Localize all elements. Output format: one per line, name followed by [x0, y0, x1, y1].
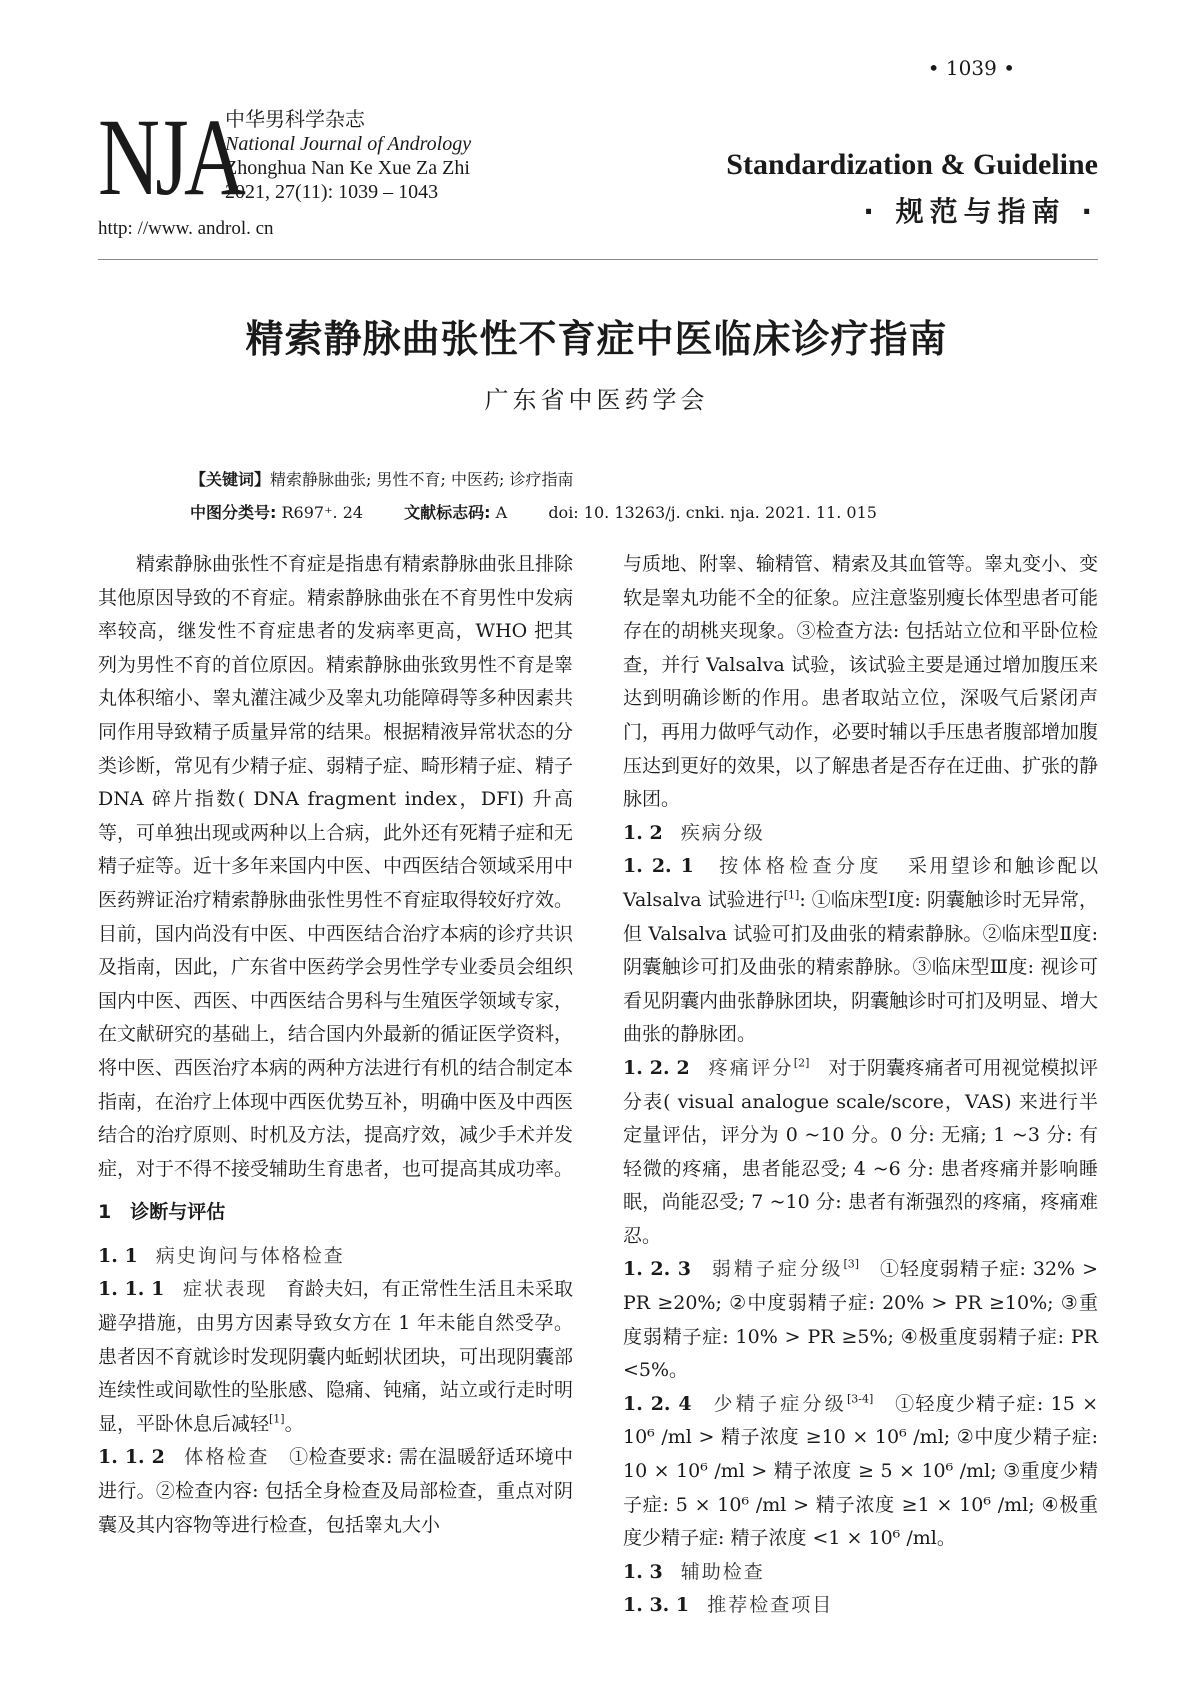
section-text-end: 。 [284, 1412, 304, 1435]
section-1-2-2 [623, 1052, 1098, 1254]
section-type [726, 148, 1098, 230]
citation-ref[interactable]: [1] [783, 888, 800, 902]
header-divider [98, 259, 1098, 260]
clc-value: R697⁺. 24 [281, 503, 364, 522]
section-type-en: Standardization & Guideline [726, 148, 1098, 181]
doc-code-label: 文献标志码: [404, 503, 491, 522]
right-column [623, 548, 1098, 1623]
section-heading-1-1 [98, 1240, 573, 1274]
section-text: ①检查要求: 需在温暖舒适环境中进行。②检查内容: 包括全身检查及局部检查，重点对阴囊及其内容物等进行检查，包括睾丸大小 [98, 1446, 573, 1536]
section-text: 对于阴囊疼痛者可用视觉模拟评分表( visual analogue scale/score，VAS) 来进行半定量评估，评分为 0 ~10 分。0 分: 无痛; 1 ~3 分: 有轻微的疼痛，患者能忍受; 4 ~6 分: 患者疼痛并影响睡眠，尚能忍受; 7 ~10 分: 患者有渐强烈的疼痛，疼痛难忍。 [623, 1056, 1098, 1247]
article-title: 精索静脉曲张性不育症中医临床诊疗指南 [245, 317, 948, 361]
section-number: 1. 2. 4 [623, 1392, 692, 1415]
journal-info [225, 108, 471, 204]
continued-paragraph: 与质地、附睾、输精管、精索及其血管等。睾丸变小、变软是睾丸功能不全的征象。应注意鉴别瘦长体型患者可能存在的胡桃夹现象。③检查方法: 包括站立位和平卧位检查，并行 Valsalva 试验，该试验主要是通过增加腹压来达到明确诊断的作用。患者取站立位，深吸气后紧闭声门，再用力做呼气动作，必要时辅以手压患者腹部增加腹压达到更好的效果，以了解患者是否存在迂曲、扩张的静脉团。 [623, 553, 1099, 811]
citation-ref[interactable]: [3] [843, 1258, 860, 1272]
section-text: 采用望诊和触诊配以 Valsalva 试验进行 [623, 855, 1098, 911]
keywords-line [190, 463, 877, 496]
section-name: 少精子症分级 [713, 1392, 847, 1415]
journal-url[interactable]: http: //www. androl. cn [98, 218, 274, 239]
classification-line [190, 496, 877, 529]
section-name: 症状表现 [182, 1278, 268, 1301]
section-1-2-1 [623, 850, 1098, 1052]
journal-logo: NJA [98, 96, 242, 218]
section-1-2-4 [623, 1388, 1098, 1556]
section-number: 1. 2 [623, 821, 663, 844]
section-number: 1. 2. 1 [623, 855, 694, 878]
citation-ref[interactable]: [3-4] [847, 1392, 874, 1406]
section-text: ①轻度弱精子症: 32% > PR ≥20%; ②中度弱精子症: 20% > PR ≥10%; ③重度弱精子症: 10% > PR ≥5%; ④极重度弱精子症: PR <5%。 [623, 1258, 1098, 1382]
section-name: 体格检查 [184, 1446, 270, 1469]
journal-name-en: National Journal of Andrology [225, 133, 472, 155]
keywords: 精索静脉曲张; 男性不育; 中医药; 诊疗指南 [270, 470, 574, 489]
section-type-cn: · 规范与指南 · [863, 195, 1098, 228]
journal-name-pinyin: Zhonghua Nan Ke Xue Za Zhi [225, 157, 470, 179]
section-1-1-2 [98, 1441, 573, 1542]
intro-paragraph: 精索静脉曲张性不育症是指患有精索静脉曲张且排除其他原因导致的不育症。精索静脉曲张在不育男性中发病率较高，继发性不育症患者的发病率更高，WHO 把其列为男性不育的首位原因。精索静脉曲张致男性不育是睾丸体积缩小、睾丸灌注减少及睾丸功能障碍等多种因素共同作用导致精子质量异常的结果。根据精液异常状态的分类诊断，常见有少精子症、弱精子症、畸形精子症、精子 DNA 碎片指数( DNA fragment index，DFI) 升高等，可单独出现或两种以上合病，此外还有死精子症和无精子症等。近十多年来国内中医、中西医结合领域采用中医药辨证治疗精索静脉曲张性男性不育症取得较好疗效。目前，国内尚没有中医、中西医结合治疗本病的诊疗共识及指南，因此，广东省中医药学会男性学专业委员会组织国内中医、西医、中西医结合男科与生殖医学领域专家，在文献研究的基础上，结合国内外最新的循证医学资料，将中医、西医治疗本病的两种方法进行有机的结合制定本指南，在治疗上体现中西医优势互补，明确中医及中西医结合的治疗原则、时机及方法，提高疗效，减少手术并发症，对于不得不接受辅助生育患者，也可提高其成功率。 [98, 553, 574, 1180]
section-number: 1. 3. 1 [623, 1594, 690, 1617]
keywords-label: 【关键词】 [190, 470, 271, 489]
section-text-cont: : ①临床型Ⅰ度: 阴囊触诊时无异常，但 Valsalva 试验可扪及曲张的精索静脉。②临床型Ⅱ度: 阴囊触诊可扪及曲张的精索静脉。③临床型Ⅲ度: 视诊可看见阴囊内曲张静脉团块，阴囊触诊时可扪及明显、增大曲张的静脉团。 [623, 888, 1099, 1046]
article-metadata [190, 463, 877, 529]
section-name: 疾病分级 [680, 821, 765, 844]
section-heading-1: 1 诊断与评估 [98, 1201, 226, 1224]
section-number: 1. 1. 1 [98, 1278, 165, 1301]
section-heading-1-3-1 [623, 1589, 1098, 1623]
left-column [98, 548, 573, 1542]
citation-ref[interactable]: [1] [269, 1412, 285, 1426]
section-number: 1. 3 [623, 1560, 663, 1583]
journal-citation: 2021, 27(11): 1039 – 1043 [225, 181, 439, 203]
section-heading-1-3 [623, 1556, 1098, 1590]
section-heading-1-2 [623, 817, 1098, 851]
section-name: 推荐检查项目 [707, 1594, 834, 1617]
section-number: 1. 2. 2 [623, 1056, 690, 1079]
doi[interactable]: doi: 10. 13263/j. cnki. nja. 2021. 11. 015 [548, 503, 877, 522]
article-author: 广东省中医药学会 [484, 386, 709, 414]
section-1-1-1 [98, 1273, 573, 1441]
journal-name-cn: 中华男科学杂志 [225, 109, 365, 131]
section-text: ①轻度少精子症: 15 × 10⁶ /ml > 精子浓度 ≥10 × 10⁶ /ml; ②中度少精子症: 10 × 10⁶ /ml > 精子浓度 ≥ 5 × 10⁶ /ml; ③重度少精子症: 5 × 10⁶ /ml > 精子浓度 ≥1 × 10⁶ /ml; ④极重度少精子症: 精子浓度 <1 × 10⁶ /ml。 [623, 1392, 1098, 1550]
citation-ref[interactable]: [2] [793, 1056, 810, 1070]
doc-code-value: A [495, 503, 508, 522]
section-number: 1. 1. 2 [98, 1446, 165, 1469]
section-name: 弱精子症分级 [711, 1258, 844, 1281]
clc-label: 中图分类号: [190, 503, 277, 522]
section-name: 病史询问与体格检查 [155, 1244, 345, 1267]
section-name: 按体格检查分度 [719, 855, 883, 878]
section-text: 育龄夫妇，有正常性生活且未采取避孕措施，由男方因素导致女方在 1 年未能自然受孕。患者因不育就诊时发现阴囊内蚯蚓状团块，可出现阴囊部连续性或间歇性的坠胀感、隐痛、钝痛，站立或行走时明显，平卧休息后减轻 [98, 1278, 574, 1435]
section-1-2-3 [623, 1253, 1098, 1387]
section-name: 辅助检查 [680, 1560, 765, 1583]
section-name: 疼痛评分 [708, 1056, 794, 1079]
section-number: 1. 2. 3 [623, 1258, 691, 1281]
page-number: • 1039 • [927, 56, 1015, 80]
section-number: 1. 1 [98, 1244, 138, 1267]
